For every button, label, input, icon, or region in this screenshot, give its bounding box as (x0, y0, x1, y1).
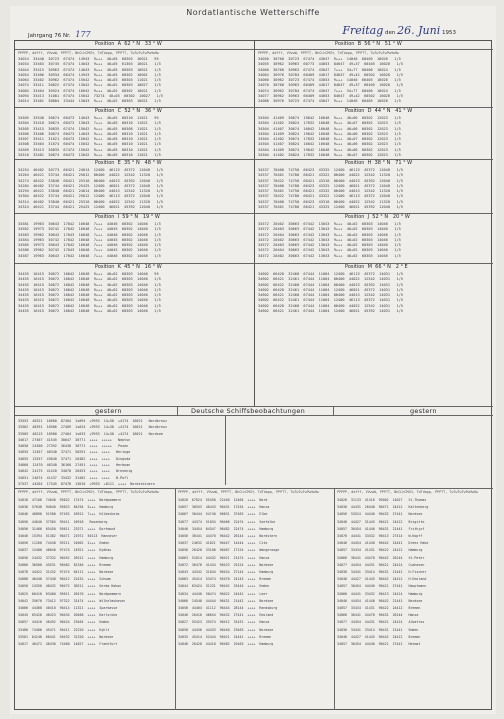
gestern-block-left: 33553 46321 16660 87404 1s094 +9953 14+50 +4174 16021 Nordkreuz 33562 48391 16906 27409 1s034 +9953 14+50 +4174 16021 Nordkreuz 33565 46215 16900 27404 1s033 +9953 14+50 +4174 16021 Nordsee 34617 27467 41545 30647 30771 ++++ +++++ Neptun 34650 24300 27392 36430 30771 ++++ +++++ Posen 34655 12457 46340 37471 50291 ++++ ++++ Heringe 34655 12557 43040 37471 26482 ++++ ++++ Dingsda 34660 12470 46340 36160 27491 ++++ ++++ Herboan 34642 24175 41420 34070 26453 ++++ ++++ Drevenig 34651 24074 41437 33432 31402 ++++ ++++ B.Pofl 37537 44264 17345 87476 13016 +9953 +8111 ++++ Nordsteinern (18, 419, 168, 486)
column-header-left: PPPPP, ddfff, VVwwW, PPPTT, NhCLhCMCH, TdTdapp, PPPTT, TwTwTwTwPwHwHw (18, 51, 159, 55)
column-divider (254, 41, 255, 406)
deutsche-schiffsbeobachtungen-label: Deutsche Schiffsbeobachtungen (191, 407, 306, 415)
block-a: 34024 33448 30723 67474 14943 9+++ 40+05 60303 16021 95 34034 33403 30745 67474 14043 9+++ 40+05 61303 16021 1/5 34044 33415 30963 67474 14043 9+++ 40+05 60303 16021 1/5 34054 33406 30934 66474 14943 9+++ 40+05 60302 16001 1/5 34064 33402 30962 67474 15042 9+++ 40+03 60303 11021 1/5 34074 33411 30822 67474 13042 9+++ 40+02 60303 10027 1/5 34084 33404 30924 67474 16042 9+++ 40+02 60302 10021 1/5 34094 33413 31001 67474 15042 73274 40+03 60302 10027 1/5 34014 33401 30804 33444 13043 9+++ 40+02 60303 16021 1/5 (18, 57, 163, 104)
position-i-label: Position I 59 ° N 19 ° W (95, 214, 160, 220)
position-h-label: Position H 38 ° N 71 ° W (345, 160, 413, 166)
block-d: 34504 41409 30674 19042 16048 9+++ 40+06 60302 12023 1/5 34504 41402 30824 17032 16048 9+++ 40+07 60302 12023 1/5 34504 41407 30674 16042 16048 9+++ 40+06 60302 12023 1/5 34504 41409 30824 19042 16048 9+++ 40+06 60302 12023 1/5 34504 41402 30674 17032 16048 9+++ 40+07 60302 12023 1/5 34504 41407 30824 16042 16048 9+++ 40+06 60302 12023 1/5 34504 41409 30674 19042 16048 9+++ 40+06 60302 12023 1/5 34504 41402 30824 17032 16048 9+++ 40+07 60302 12023 1/5 (258, 116, 401, 158)
gestern-label-right: gestern (410, 407, 437, 415)
position-m-label: Position M 66 ° N 2 ° E (345, 264, 408, 270)
block-j: 34572 20402 30663 67442 13043 9+++ 40+02 60303 14046 1/5 34572 20403 30663 67442 13043 9+++ 40+02 60303 14046 1/5 34572 20404 30663 67442 13043 9+++ 40+02 60303 14046 1/5 34572 20402 30663 67442 13043 9+++ 40+02 60303 14046 1/5 34572 20403 30663 67442 13043 9+++ 40+02 60303 14046 1/5 34572 20404 30663 67442 13043 9+++ 40+02 60303 14046 1/5 34572 20402 30663 67442 13043 9+++ 40+02 60303 14046 1/5 (258, 222, 401, 258)
gestern-label-left: gestern (95, 407, 122, 415)
date: 26. Juni (397, 24, 441, 37)
deutsche-block-mid: 34026 67024 55450 22440 12464 ++++ Nord 34057 36553 46443 96431 17434 ++++ Hansa 34067 30444 54740 96631 37463 ++++ Elbe 34077 44374 51034 96466 22474 ++++ Seefalke 34046 34454 64347 96482 22474 ++++ Hamburg 34056 36441 44470 96442 26144 ++++ Nordstern 34037 24632 41021 96447 14444 ++++ Cito 34056 26420 33100 96467 17124 ++++ Wangerooge 34063 51014 44432 96421 21474 ++++ Hansa 34072 36476 41434 96423 25124 ++++ Nordsee 34043 44342 31044 96424 27144 ++++ Hamburg 34063 45414 53474 95470 24143 ++++ Bremen 34044 63424 31231 96442 25444 ++++ Emden 34034 44440 50474 96422 24442 ++++ Leer 34066 24540 44444 96431 21442 ++++ Nordsee 34056 44464 41112 96444 28144 ++++ Rendsburg 34046 26410 46644 96432 27441 ++++ Emsland 34027 55423 35574 96412 31431 ++++ Hansa 34058 44456 44433 96440 23463 ++++ Nordsee 34035 45414 52444 96421 24441 ++++ Bremen 34046 26420 44410 96482 25463 ++++ Hamburg (178, 498, 280, 647)
year: 1953 (442, 30, 456, 36)
position-k-label: Position K 45 ° N 16 ° W (95, 264, 162, 270)
sheet-header (14, 26, 492, 38)
jahrgang-value: 76 (54, 33, 62, 39)
position-a-label: Position A 62 ° N 33 ° W (95, 41, 162, 47)
page-title: Nordatlantische Wetterschiffe (186, 8, 320, 17)
position-d-label: Position D 44 ° N 41 ° W (345, 108, 413, 114)
block-h: 34537 70400 74750 66423 43332 12400 46113 45372 12040 1/5 34537 70401 74780 66421 43322 06400 44022 12542 11320 1/5 34537 70422 74750 66421 43310 06400 44013 45392 12040 1/5 34537 70400 74780 66423 43325 12400 46021 45372 12040 1/5 34537 70401 74750 66421 43332 06400 44013 12542 11320 1/5 34537 70422 74780 66421 43322 12400 46113 45372 12040 1/5 34537 70400 74750 66423 43310 06400 44022 12542 11320 1/5 34537 70401 74780 66421 43325 12400 46021 45392 12040 1/5 (258, 168, 403, 210)
position-j-label: Position J 52 ° N 20 ° W (345, 214, 410, 220)
deutsche-block-right: 34026 31133 41416 95002 14027 St.Thomas 34036 44431 26440 96471 24412 Kaltenberg 34056 53524 44440 96432 27441 Nordsee 34046 44427 31445 96421 24412 Brigitte 34057 36454 41446 96431 21441 Frithjof 34076 44441 33432 96413 27414 W.Kopff 34046 44454 41440 96442 24441 Drees Hake 34057 33434 41431 96422 24412 Hamburg 34066 36441 44470 96442 26144 St.Peter 34077 44454 44431 96421 24414 Cuxhaven 34036 34441 33414 96431 21441 H.Fischer 34046 44427 41445 96442 24412 H.Emsland 34057 36454 44446 96421 27441 Hauptmann 34066 44441 33432 96413 24414 Hamburg 34046 44454 41440 96442 21441 Nordsee 34057 33434 41431 96422 24412 Bremen 34066 36441 44470 96431 26144 Hansa 34077 44454 44431 96421 24414 Albatros 34036 34441 33414 96431 21441 Emden 34046 44427 41445 96442 24412 Bremen 34057 36454 44446 96421 27441 Heimat (337, 498, 429, 647)
nr-value: 177 (75, 30, 91, 39)
block-e: 34254 46402 30773 66421 24014 12400 46113 45372 12040 1/5 34264 46421 33744 66421 25012 06400 44022 12542 11320 1/5 34274 46422 33840 66421 25310 06400 44013 45392 12040 1/5 34284 46402 33744 66421 25425 12400 46021 45372 12040 1/5 34294 46421 33840 66421 24014 06400 44013 12542 11320 1/5 34304 46422 33744 66421 25012 12400 46113 45372 12040 1/5 34314 46402 33840 66421 25310 06400 44022 12542 11320 1/5 34324 46421 33744 66421 25425 12400 46021 45392 12040 1/5 (18, 168, 163, 210)
block-b: 34050 30760 30723 67474 43047 9+++ 14046 60405 16026 1/5 34055 30962 30963 60773 44053 84647 49+37 60405 16026 1/5 34060 30760 30963 67474 43047 7+++ 34+77 60406 16024 1/5 34064 30976 30784 60409 44017 84647 49+42 60502 16026 1/5 34066 30962 30723 67474 43053 9+++ 14046 60405 16026 1/5 34070 30760 30963 60409 44017 84647 49+37 60405 16026 1/5 34074 30962 30784 67474 43047 7+++ 34+77 60406 16024 1/5 34077 30962 30963 60409 44053 84647 49+42 60502 16026 1/5 34080 30976 30723 67474 43047 9+++ 14046 60405 16026 1/5 (258, 57, 403, 104)
position-e-label: Position E 35 ° N 48 ° W (95, 160, 162, 166)
deutsche-block-left: 34016 47166 74040 95622 17474 ++++ Nordpommern 34036 57640 94040 95623 84294 5+++ Hamburg 34046 46890 51500 97452 16912 7+++ Hildesheim 34056 44640 37365 95411 16916 Rosenberg 34056 31466 65450 95611 23371 ++++ Dortmund 34046 15394 51302 96471 21972 50113 Hannover 34056 11260 74448 95211 24602 2+++ Emden 34037 15400 46640 97474 14921 ++++ Kydhas 34056 24432 37332 96452 26312 ++++ Hamburg 34066 36500 45531 96482 81346 ++++ Bremen 34076 44422 31432 97474 64111 ++++ Nordsee 34088 46440 37440 96412 22432 ++++ Schwan 34050 24350 46432 96472 30311 ++++ Gerda Hakon 34025 66410 63460 95611 26470 ++++ Nordpommern 34042 35670 73412 97322 31474 ++++ Wilhelmshaven 34066 44460 40410 96414 11321 ++++ Sparkasse 34045 65420 46423 96434 20460 ++++ Karlsruhe 34057 44416 46492 96424 23464 ++++ Emden 33480 74466 45471 56411 22220 ++++ Kyhlt 33501 64240 66441 56432 31320 ++++ Nordsee 34017 46472 46436 74460 14027 ++++ Frankfurt (18, 498, 126, 647)
column-header-deutsche-mid: PPPPP, ddfff, VVwwW, PPPTT, NhCLhCMCH, TdTdapp, PPPTT, TwTwTwTwPwHwHw (178, 490, 319, 494)
block-c: 34505 33548 30674 60473 14043 9+++ 40+05 60310 11021 95 34504 33410 30674 60473 13043 7+++ 40+05 60310 11021 1/5 34505 33415 30835 67474 15042 9+++ 40+05 60308 11021 1/5 34506 33406 30674 60473 14043 9+++ 40+05 60310 11021 1/5 34507 33411 31621 60473 15042 9+++ 40+05 60310 11021 1/5 34508 33404 31674 60474 15042 9+++ 40+05 60310 11021 1/5 34509 33413 30835 67474 15042 9+++ 40+05 60310 11021 1/5 34510 33401 30674 60473 13042 9+++ 40+05 60310 11021 1/5 (18, 116, 161, 158)
position-c-label: Position C 52 ° N 36 ° W (95, 108, 162, 114)
jahrgang-label: Jahrgang (28, 33, 53, 39)
block-k: 34455 16415 30672 16042 16048 9+++ 40+02 60303 14046 95 34455 16415 30672 16042 16048 9+++ 40+02 60303 14046 1/5 34455 16415 30672 16042 16048 9+++ 40+02 60303 14046 1/5 34455 16415 30672 16042 16048 9+++ 40+02 60303 14046 1/5 34455 16415 30672 16042 16048 9+++ 40+02 60303 14046 1/5 34455 16415 30672 16042 16048 9+++ 40+02 60303 14046 1/5 34455 16415 30672 16042 16048 9+++ 40+02 60303 14046 1/5 34455 16415 30672 16042 16048 9+++ 40+02 60303 14046 1/5 (18, 272, 161, 314)
weather-sheet (10, 6, 496, 714)
column-header-deutsche-left: PPPPP, ddfff, VVwwW, PPPTT, NhCLhCMCH, TdTdapp, PPPTT, TwTwTwTwPwHwHw (18, 490, 159, 494)
block-i: 34581 19963 30643 17042 16048 7+++ 44046 60302 14046 1/5 34582 19973 30742 17042 16048 7+++ 44045 60302 14046 1/5 34583 19962 30643 17043 16048 7+++ 44046 60302 14046 1/5 34584 19963 30742 17042 16048 7+++ 44045 60302 14046 1/5 34585 19973 30643 17042 16048 7+++ 44046 60302 14046 1/5 34586 19962 30742 17043 16048 7+++ 44045 60302 14046 1/5 34587 19963 30643 17042 16048 7+++ 44046 60302 14046 1/5 (18, 222, 161, 258)
observation-grid (14, 40, 492, 710)
nr-label: Nr. (62, 33, 71, 39)
weekday: Freitag (342, 24, 384, 37)
column-header-right: PPPPP, ddfff, VVwwW, PPPTT, NhCLhCMCH, TdTdapp, PPPTT, TwTwTwTwPwHwHw (258, 51, 399, 55)
column-header-deutsche-right: PPPPP, ddfff, VVwwW, PPPTT, NhCLhCMCH, TdTdapp, PPPTT, TwTwTwTwPwHwHw (337, 490, 478, 494)
position-b-label: Position B 56 ° N 51 ° W (335, 41, 402, 47)
den-label: den (385, 30, 396, 36)
block-m: 34602 66420 32460 67444 11064 12400 46113 45372 14031 1/5 34602 66421 32461 67444 11064 06400 44022 12542 14031 1/5 34602 66422 32460 67444 11064 06400 44013 45392 14031 1/5 34602 66420 32461 67444 11064 12400 46021 45372 14031 1/5 34602 66421 32460 67444 11064 06400 44013 12542 14031 1/5 34602 66422 32461 67444 11064 12400 46113 45372 14031 1/5 34602 66420 32460 67444 11064 06400 44022 12542 14031 1/5 34602 66421 32461 67444 11064 12400 46021 45392 14031 1/5 (258, 272, 403, 314)
